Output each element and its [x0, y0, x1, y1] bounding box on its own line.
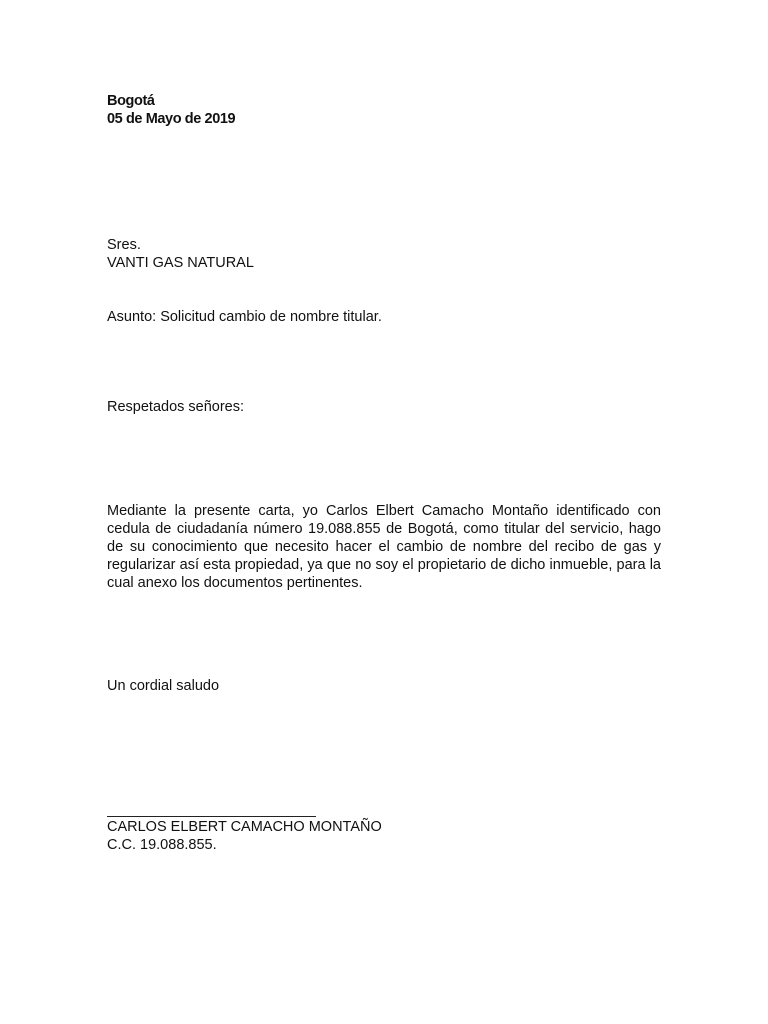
signature-line — [107, 816, 316, 817]
recipient-block — [107, 236, 254, 272]
city: Bogotá — [107, 93, 155, 109]
letter-subject: Asunto: Solicitud cambio de nombre titular. — [107, 309, 382, 325]
signer-name: CARLOS ELBERT CAMACHO MONTAÑO — [107, 819, 382, 835]
letter-date: 05 de Mayo de 2019 — [107, 111, 236, 127]
letter-header — [107, 92, 235, 128]
letter-greeting: Respetados señores: — [107, 399, 245, 415]
letter-body: Mediante la presente carta, yo Carlos Elbert Camacho Montaño identificado con cedula de ciudadanía número 19.088.855 de Bogotá, como titular del servicio, hago de su conocimiento que necesito hacer el cambio de nombre del recibo de gas y regularizar así esta propiedad, ya que no soy el propietario de dicho inmueble, para la cual anexo los documentos pertinentes. — [107, 503, 661, 591]
signature-block — [107, 818, 382, 854]
letter-closing: Un cordial saludo — [107, 678, 220, 694]
recipient-salutation: Sres. — [107, 237, 141, 253]
signer-id-number: C.C. 19.088.855. — [107, 837, 217, 853]
recipient-company: VANTI GAS NATURAL — [107, 255, 254, 271]
